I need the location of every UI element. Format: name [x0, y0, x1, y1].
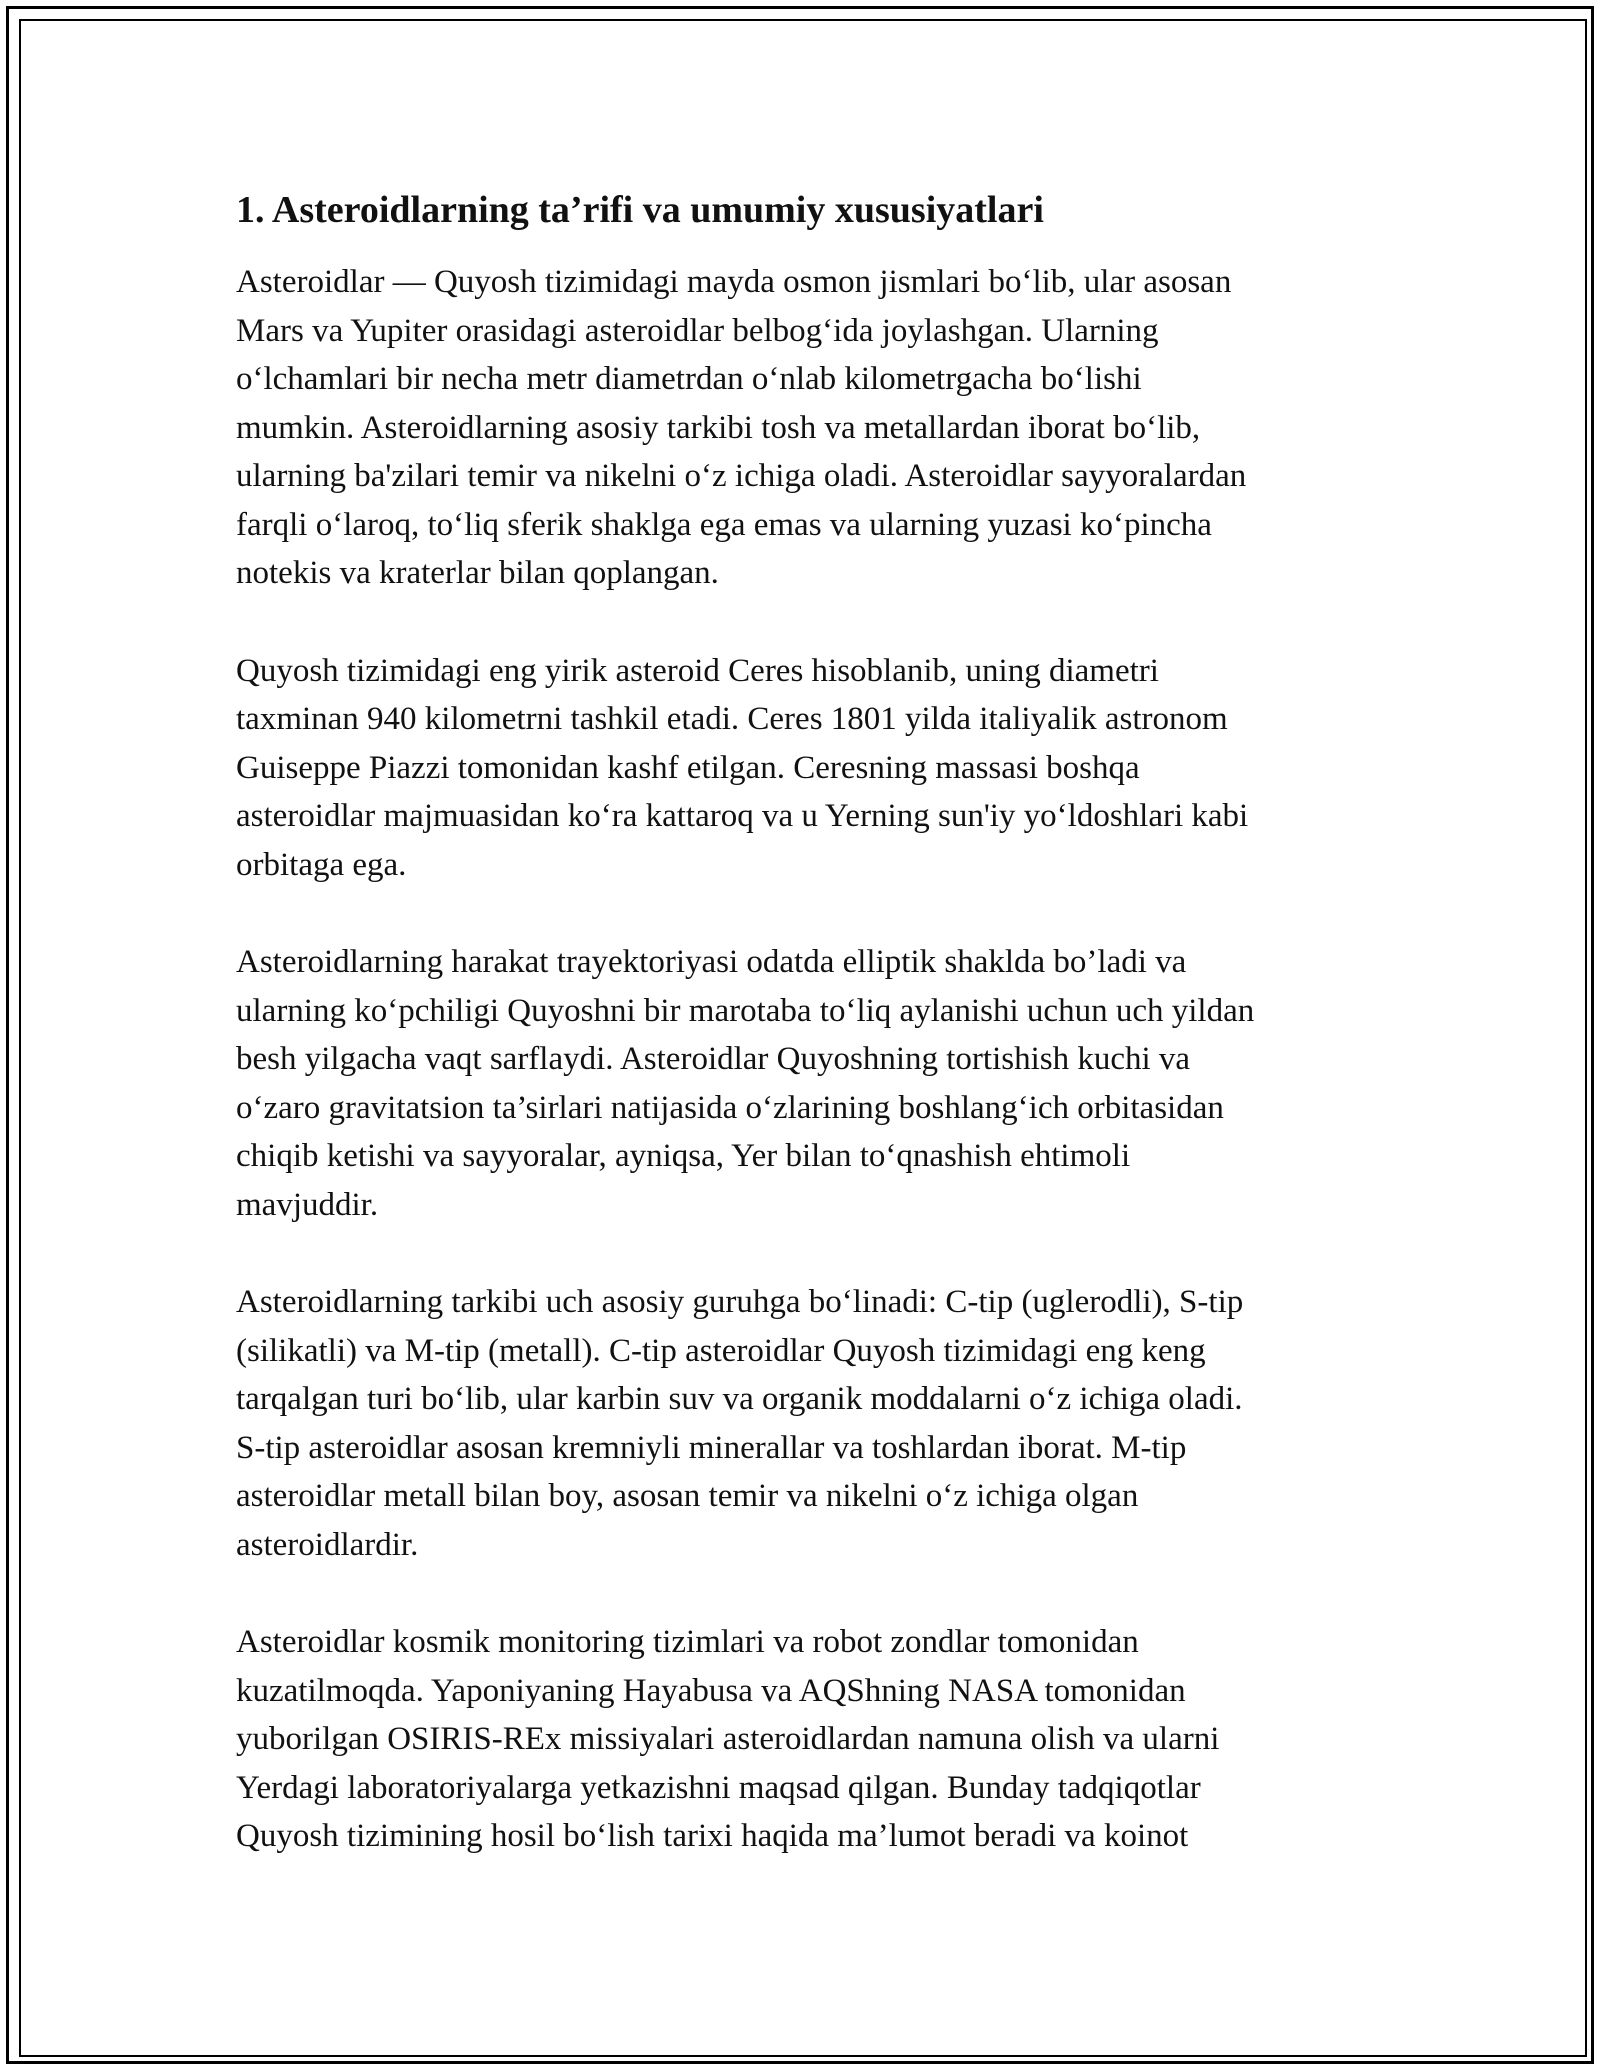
text-line: asteroidlardir. — [236, 1526, 419, 1563]
paragraph-ceres — [236, 647, 1376, 890]
text-line: Quyosh tizimining hosil bo‘lish tarixi haqida ma’lumot beradi va koinot — [236, 1818, 1189, 1854]
text-line: Asteroidlar — Quyosh tizimidagi mayda osmon jismlari bo‘lib, ular asosan — [236, 264, 1232, 300]
text-line: yuborilgan OSIRIS-REx missiyalari asteroidlardan namuna olish va ularni — [236, 1721, 1220, 1757]
text-line: kuzatilmoqda. Yaponiyaning Hayabusa va AQShning NASA tomonidan — [236, 1672, 1186, 1709]
text-line: mumkin. Asteroidlarning asosiy tarkibi tosh va metallardan iborat bo‘lib, — [236, 409, 1201, 446]
text-line: o‘lchamlari bir necha metr diametrdan o‘nlab kilometrgacha bo‘lishi — [236, 361, 1142, 397]
text-line: besh yilgacha vaqt sarflaydi. Asteroidlar Quyoshning tortishish kuchi va — [236, 1041, 1191, 1077]
text-line: ularning ko‘pchiligi Quyoshni bir marotaba to‘liq aylanishi uchun uch yildan — [236, 992, 1255, 1029]
text-line: o‘zaro gravitatsion ta’sirlari natijasida o‘zlarining boshlang‘ich orbitasidan — [236, 1089, 1224, 1126]
paragraph-trajectory — [236, 938, 1376, 1229]
text-line: orbitaga ega. — [236, 846, 407, 883]
text-line: Asteroidlar kosmik monitoring tizimlari va robot zondlar tomonidan — [236, 1624, 1139, 1660]
section-heading: 1. Asteroidlarning ta’rifi va umumiy xususiyatlari — [236, 189, 1044, 231]
text-line: mavjuddir. — [236, 1186, 379, 1223]
document-body — [236, 186, 1376, 1910]
text-line: asteroidlar majmuasidan ko‘ra kattaroq va u Yerning sun'iy yo‘ldoshlari kabi — [236, 798, 1249, 834]
text-line: S-tip asteroidlar asosan kremniyli minerallar va toshlardan iborat. M-tip — [236, 1429, 1187, 1466]
paragraph-missions — [236, 1618, 1376, 1861]
text-line: asteroidlar metall bilan boy, asosan temir va nikelni o‘z ichiga olgan — [236, 1478, 1139, 1514]
text-line: (silikatli) va M-tip (metall). C-tip asteroidlar Quyosh tizimidagi eng keng — [236, 1332, 1206, 1369]
text-line: Asteroidlarning tarkibi uch asosiy guruhga bo‘linadi: C-tip (uglerodli), S-tip — [236, 1284, 1244, 1320]
paragraph-definition — [236, 258, 1376, 598]
text-line: Guiseppe Piazzi tomonidan kashf etilgan. Ceresning massasi boshqa — [236, 749, 1140, 786]
text-line: tarqalgan turi bo‘lib, ular karbin suv va organik moddalarni o‘z ichiga oladi. — [236, 1381, 1243, 1417]
text-line: Asteroidlarning harakat trayektoriyasi odatda elliptik shaklda bo’ladi va — [236, 944, 1187, 980]
text-line: chiqib ketishi va sayyoralar, ayniqsa, Yer bilan to‘qnashish ehtimoli — [236, 1138, 1131, 1174]
paragraph-composition — [236, 1278, 1376, 1569]
text-line: Yerdagi laboratoriyalarga yetkazishni maqsad qilgan. Bunday tadqiqotlar — [236, 1769, 1201, 1806]
text-line: Mars va Yupiter orasidagi asteroidlar belbog‘ida joylashgan. Ularning — [236, 312, 1159, 349]
text-line: taxminan 940 kilometrni tashkil etadi. Ceres 1801 yilda italiyalik astronom — [236, 701, 1228, 737]
text-line: farqli o‘laroq, to‘liq sferik shaklga ega emas va ularning yuzasi ko‘pincha — [236, 506, 1212, 543]
text-line: notekis va kraterlar bilan qoplangan. — [236, 555, 719, 591]
text-line: Quyosh tizimidagi eng yirik asteroid Ceres hisoblanib, uning diametri — [236, 652, 1159, 689]
text-line: ularning ba'zilari temir va nikelni o‘z ichiga oladi. Asteroidlar sayyoralardan — [236, 458, 1247, 494]
